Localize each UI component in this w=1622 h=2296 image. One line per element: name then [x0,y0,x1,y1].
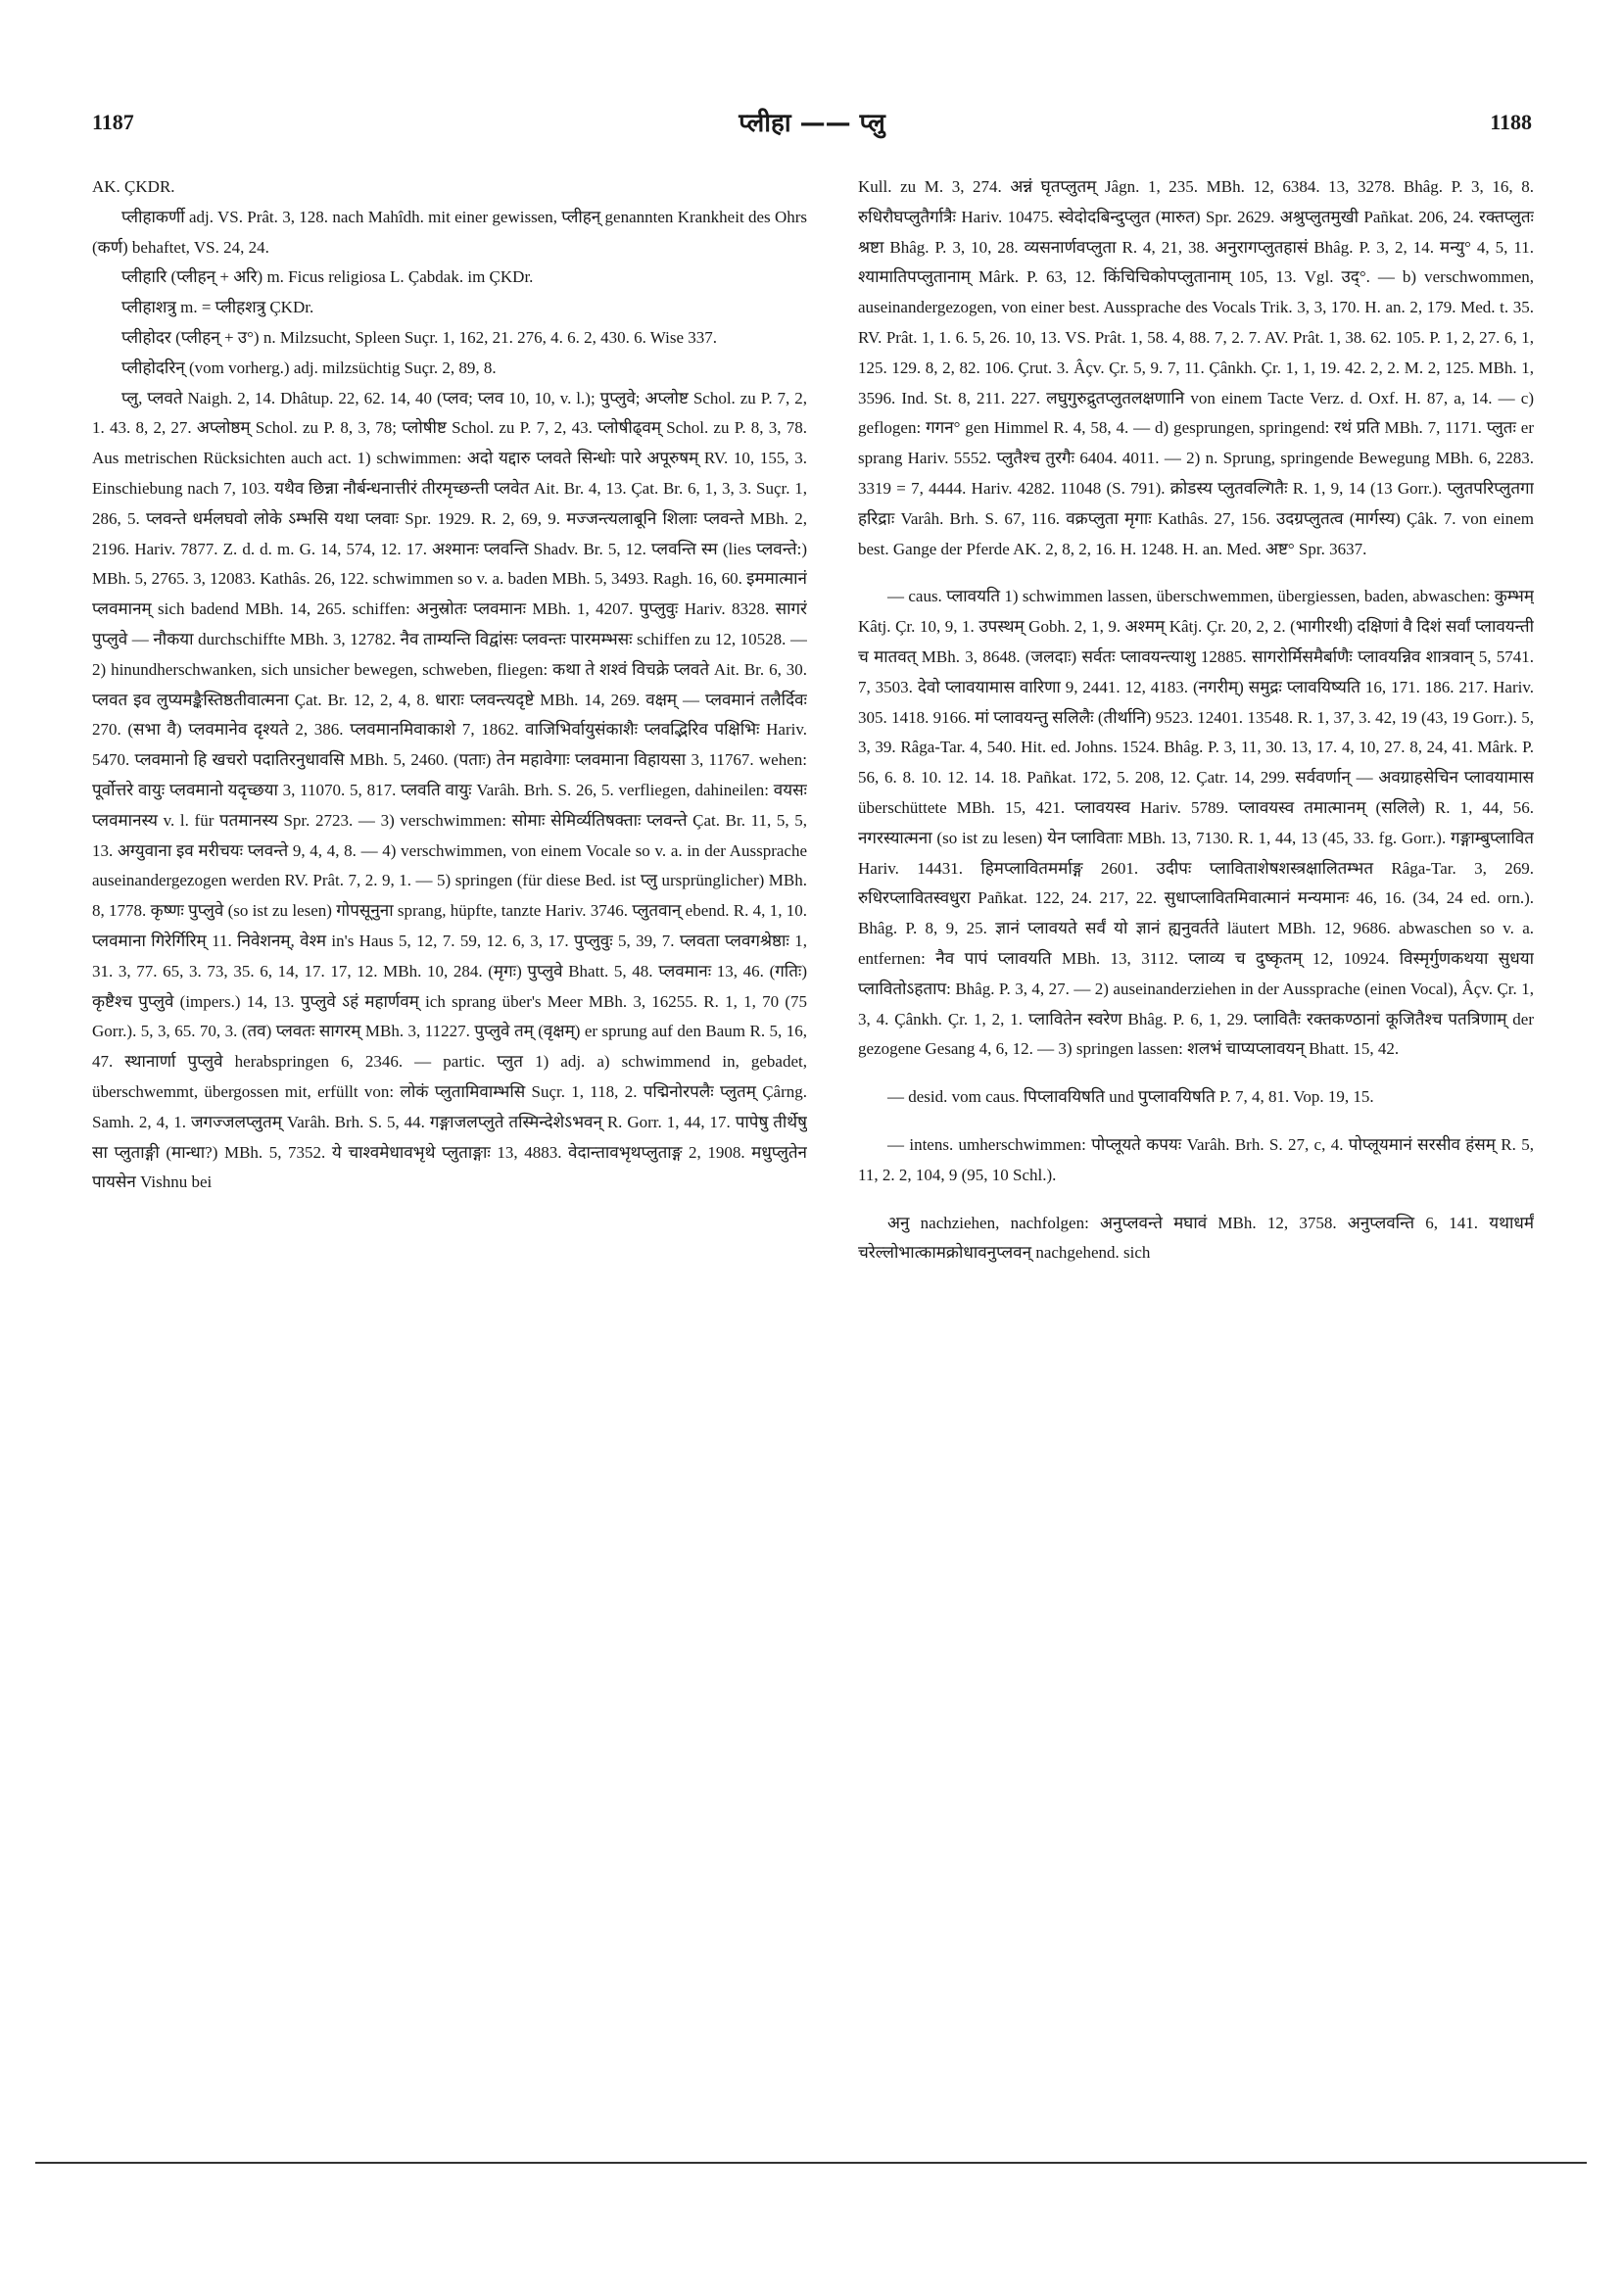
entry-paragraph: प्लु, प्लवते Naigh. 2, 14. Dhâtup. 22, 62. 14, 40 (प्लव; प्लव 10, 10, v. l.); पुप्लुवे; अप्लोष्ट Schol. zu P. 7, 2, 1. 43. 8, 2, 27. अप्लोष्ठम् Schol. zu P. 8, 3, 78; प्लोषीष्ट Schol. zu P. 7, 2, 43. प्लोषीढ्वम् Schol. zu P. 8, 3, 78. Aus metrischen Rücksichten auch act. 1) schwimmen: अदो यद्दारु प्लवते सिन्धोः पारे अपूरुषम् RV. 10, 155, 3. Einschiebung nach 7, 103. यथैव छिन्ना नौर्बन्धनात्तीरं तीरमृच्छन्ती प्लवेत Ait. Br. 4, 13. Çat. Br. 6, 1, 3, 3. Suçr. 1, 286, 5. प्लवन्ते धर्मलघवो लोके ऽम्भसि यथा प्लवाः Spr. 1929. R. 2, 69, 9. मज्जन्त्यलाबूनि शिलाः प्लवन्ते MBh. 2, 2196. Hariv. 7877. Z. d. d. m. G. 14, 574, 12. 17. अश्मानः प्लवन्ति Shadv. Br. 5, 12. प्लवन्ति स्म (lies प्लवन्ते:) MBh. 5, 2765. 3, 12083. Kathâs. 26, 122. schwimmen so v. a. baden MBh. 5, 3493. Ragh. 16, 60. इममात्मानं प्लवमानम् sich badend MBh. 14, 265. schiffen: अनुस्रोतः प्लवमानः MBh. 1, 4207. पुप्लुवुः Hariv. 8328. सागरं पुप्लुवे — नौकया durchschiffte MBh. 3, 12782. नैव ताम्यन्ति विद्वांसः प्लवन्तः पारमम्भसः schiffen zu 12, 10528. — 2) hinundherschwanken, sich unsicher bewegen, schweben, fliegen: कथा ते शश्वं विचक्रे प्लवते Ait. Br. 6, 30. प्लवत इव लुप्यमङ्कैस्तिष्ठतीवात्मना Çat. Br. 12, 2, 4, 8. धाराः प्लवन्त्यदृष्टे MBh. 14, 269. वक्षम् — प्लवमानं तलैर्दिवः 270. (सभा वै) प्लवमानेव दृश्यते 2, 386. प्लवमानमिवाकाशे 7, 1862. वाजिभिर्वायुसंकाशैः प्लवद्भिरिव पक्षिभिः Hariv. 5470. प्लवमानो हि खचरो पदातिरनुधावसि MBh. 5, 2460. (पताः) तेन महावेगाः प्लवमाना विहायसा 3, 11767. wehen: पूर्वोत्तरे वायुः प्लवमानो यदृच्छया 3, 11070. 5, 817. प्लवति वायुः Varâh. Brh. S. 26, 5. verfliegen, dahineilen: वयसः प्लवमानस्य v. l. für पतमानस्य Spr. 2723. — 3) verschwimmen: सोमाः सेमिर्व्यतिषक्ताः प्लवन्ते Çat. Br. 11, 5, 5, 13. अग्युवाना इव मरीचयः प्लवन्ते 9, 4, 4, 8. — 4) verschwimmen, von einem Vocale so v. a. in der Aussprache auseinandergezogen werden RV. Prât. 7, 2. 9, 1. — 5) springen (für diese Bed. ist प्लु ursprünglicher) MBh. 8, 1778. कृष्णः पुप्लुवे (so ist zu lesen) गोपसूनुना sprang, hüpfte, tanzte Hariv. 3746. प्लुतवान् ebend. R. 4, 1, 10. प्लवमाना गिरेर्गिरिम् 11. निवेशनम्, वेश्म in's Haus 5, 12, 7. 59, 12. 6, 3, 17. पुप्लुवुः 5, 39, 7. प्लवता प्लवगश्रेष्ठाः 1, 31. 3, 77. 65, 3. 73, 35. 6, 14, 17. 17, 12. MBh. 10, 284. (मृगः) पुप्लुवे Bhatt. 5, 48. प्लवमानः 13, 46. (गतिः) कृष्टैश्च पुप्लुवे (impers.) 14, 13. पुप्लुवे ऽहं महार्णवम् ich sprang über's Meer MBh. 3, 16255. R. 1, 1, 70 (75 Gorr.). 5, 3, 65. 70, 3. (तव) प्लवतः सागरम् MBh. 3, 11227. पुप्लुवे तम् (वृक्षम्) er sprung auf den Baum R. 5, 16, 47. स्थानार्णा पुप्लुवे herabspringen 6, 2346. — partic. प्लुत 1) adj. a) schwimmend in, gebadet, überschwemmt, übergossen mit, erfüllt von: लोकं प्लुतामिवाम्भसि Suçr. 1, 118, 2. पद्मिनोरपलैः प्लुतम् Çârng. Samh. 2, 4, 1. जगज्जलप्लुतम् Varâh. Brh. S. 5, 44. गङ्गाजलप्लुते तस्मिन्देशेऽभवन् R. Gorr. 1, 44, 17. पापेषु तीर्थेषु सा प्लुताङ्गी (मान्धा?) MBh. 5, 7352. ये चाश्वमेधावभृथे प्लुताङ्गाः 13, 4883. वेदान्तावभृथप्लुताङ्ग 2, 1908. मधुप्लुतेन पायसेन Vishnu bei [92,388,807,1192]
entry-paragraph: अनु nachziehen, nachfolgen: अनुप्लवन्ते मघावं MBh. 12, 3758. अनुप्लवन्ति 6, 141. यथाधर्मं चरेल्लोभात्कामक्रोधावनुप्लवन् nachgehend. sich [858,1213,1534,1263]
right-column [858,172,1534,2053]
entry-paragraph: AK. ÇKDR. [92,177,175,196]
entry-paragraph: प्लीहाकर्णी adj. VS. Prât. 3, 128. nach Mahîdh. mit einer gewissen, प्लीहन् genannten Krankheit des Ohrs (कर्ण) behaftet, VS. 24, 24. [92,207,807,257]
left-page-number: 1187 [92,110,134,134]
entry-paragraph: — caus. प्लावयति 1) schwimmen lassen, überschwemmen, übergiessen, baden, abwaschen: कुम्भम् Kâtj. Çr. 10, 9, 1. उपस्थम् Gobh. 2, 1, 9. अश्मम् Kâtj. Çr. 20, 2, 2. (भागीरथी) दक्षिणां वै दिशं सर्वां प्लावयन्ती च मातवत् MBh. 3, 8648. (जलदाः) सर्वतः प्लावयन्त्याशु 12885. सागरोर्मिसमैर्बाणैः प्लावयन्निव शात्रवान् 5, 5741. 7, 3503. देवो प्लावयामास वारिणा 9, 2441. 12, 4183. (नगरीम्) समुद्रः प्लावयिष्यति 16, 171. 186. 217. Hariv. 305. 1418. 9166. मां प्लावयन्तु सलिलैः (तीर्थानि) 9523. 12401. 13548. R. 1, 37, 3. 42, 19 (43, 19 Gorr.). 5, 3, 39. Râga-Tar. 4, 540. Hit. ed. Johns. 1524. Bhâg. P. 3, 11, 30. 13, 17. 4, 10, 27. 8, 24, 41. Mârk. P. 56, 6. 8. 10. 12. 14. 18. Pañkat. 172, 5. 208, 12. Çatr. 14, 299. सर्ववर्णान् — अवग्राहसेचिन प्लावयामास überschüttete MBh. 15, 421. प्लावयस्व Hariv. 5789. प्लावयस्व तमात्मानम् (सलिले) R. 1, 44, 56. नगरस्यात्मना (so ist zu lesen) येन प्लाविताः MBh. 13, 7130. R. 1, 44, 13 (45, 33. fg. Gorr.). गङ्गाम्बुप्लावित Hariv. 14431. हिमप्लावितमर्माङ्ग 2601. उदीपः प्लाविताशेषशस्त्रक्षालितम्भत Râga-Tar. 3, 269. रुधिरप्लावितस्वधुरा Pañkat. 122, 24. 217, 22. सुधाप्लावितमिवात्मानं मन्यमानः 46, 16. (34, 24 ed. orn.). Bhâg. P. 8, 9, 25. ज्ञानं प्लावयते सर्वं यो ज्ञानं ह्यनुवर्तते läutert MBh. 12, 9686. abwaschen so v. a. entfernen: नैव पापं प्लावयति MBh. 13, 3112. प्लाव्य च दुष्कृतम् 12, 10924. विस्मृर्गुणकथया सुधया प्लावितोऽहताप: Bhâg. P. 3, 4, 27. — 2) auseinanderziehen in der Aussprache (einen Vocal), Âçv. Çr. 1, 3, 4. Çânkh. Çr. 1, 2, 1. प्लावितेन स्वरेण Bhâg. P. 6, 1, 29. प्लावितैः रक्तकण्ठानां कूजितैश्च पतत्रिणाम् der gezogene Gesang 4, 6, 12. — 3) springen lassen: शलभं चाप्यप्लावयन् Bhatt. 15, 42. [858,587,1534,1059]
entry-paragraph: प्लीहारि (प्लीहन् + अरि) m. Ficus religiosa L. Çabdak. im ÇKDr. [121,267,534,287]
entry-paragraph: प्लीहाशत्रु m. = प्लीहशत्रु ÇKDr. [121,298,314,317]
entry-paragraph: Kull. zu M. 3, 274. अन्नं घृतप्लुतम् Jâgn. 1, 235. MBh. 12, 6384. 13, 3278. Bhâg. P. 3, 16, 8. रुधिरौघप्लुतैर्गात्रैः Hariv. 10475. स्वेदोदबिन्दुप्लुत (मारुत) Spr. 2629. अश्रुप्लुतमुखी Pañkat. 206, 24. रक्तप्लुतः श्रष्टा Bhâg. P. 3, 10, 28. व्यसनार्णवप्लुता R. 4, 21, 38. अनुरागप्लुतहासं Bhâg. P. 3, 2, 14. मन्यु° 4, 5, 11. श्यामातिपप्लुतानाम् Mârk. P. 63, 12. किंचिचिकोपप्लुतानाम् 105, 13. Vgl. उद्°. — b) verschwommen, auseinandergezogen, von einer best. Aussprache des Vocals Trik. 3, 3, 170. H. an. 2, 179. Med. t. 35. RV. Prât. 1, 1. 6. 5, 26. 10, 13. VS. Prât. 1, 58. 4, 88. 7, 2. 7. AV. Prât. 1, 38. 62. 105. P. 1, 2, 27. 6, 1, 125. 129. 8, 2, 82. 106. Çrut. 3. Âçv. Çr. 5, 9. 7, 11. Çânkh. Çr. 1, 1, 19. 42. 2, 2. M. 2, 125. MBh. 1, 3596. Ind. St. 8, 211. 227. लघुगुरुद्रुतप्लुतलक्षणानि von einem Tacte Verz. d. Oxf. H. 87, a, 14. — c) geflogen: गगन° gen Himmel R. 4, 58, 4. — d) gesprungen, springend: रथं प्रति MBh. 7, 1171. प्लुतः er sprang Hariv. 5552. प्लुतैश्च तुरगैः 6404. 4011. — 2) n. Sprung, springende Bewegung MBh. 6, 2283. 3319 = 7, 4444. Hariv. 4282. 11048 (S. 791). क्रोडस्य प्लुतवल्गितैः R. 1, 9, 14 (13 Gorr.). प्लुतपरिप्लुतगा हरिद्राः Varâh. Brh. S. 67, 116. वक्रप्लुता मृगाः Kathâs. 27, 156. उदग्रप्लुतत्व (मार्गस्य) Çâk. 7. von einem best. Gange der Pferde AK. 2, 8, 2, 16. H. 1248. H. an. Med. अष्ट° Spr. 3637. [858,177,1534,558]
entry-paragraph: — desid. vom caus. पिप्लावयिषति und पुप्लावयिषति P. 7, 4, 81. Vop. 19, 15. [887,1087,1374,1107]
entry-paragraph: — intens. umherschwimmen: पोप्लूयते कपयः Varâh. Brh. S. 27, c, 4. पोप्लूयमानं सरसीव हंसम् R. 5, 11, 2. 2, 104, 9 (95, 10 Schl.). [858,1134,1534,1184]
right-page-number: 1188 [1490,110,1532,134]
footer-rule [35,2162,1587,2164]
running-headword: प्लीहा —— प्लु [739,109,885,138]
page-header [92,110,1532,145]
left-column [92,172,807,2053]
entry-paragraph: प्लीहोदर (प्लीहन् + उ°) n. Milzsucht, Spleen Suçr. 1, 162, 21. 276, 4. 6. 2, 430. 6. Wise 337. [121,327,718,347]
entry-paragraph: प्लीहोदरिन् (vom vorherg.) adj. milzsüchtig Suçr. 2, 89, 8. [121,358,497,377]
